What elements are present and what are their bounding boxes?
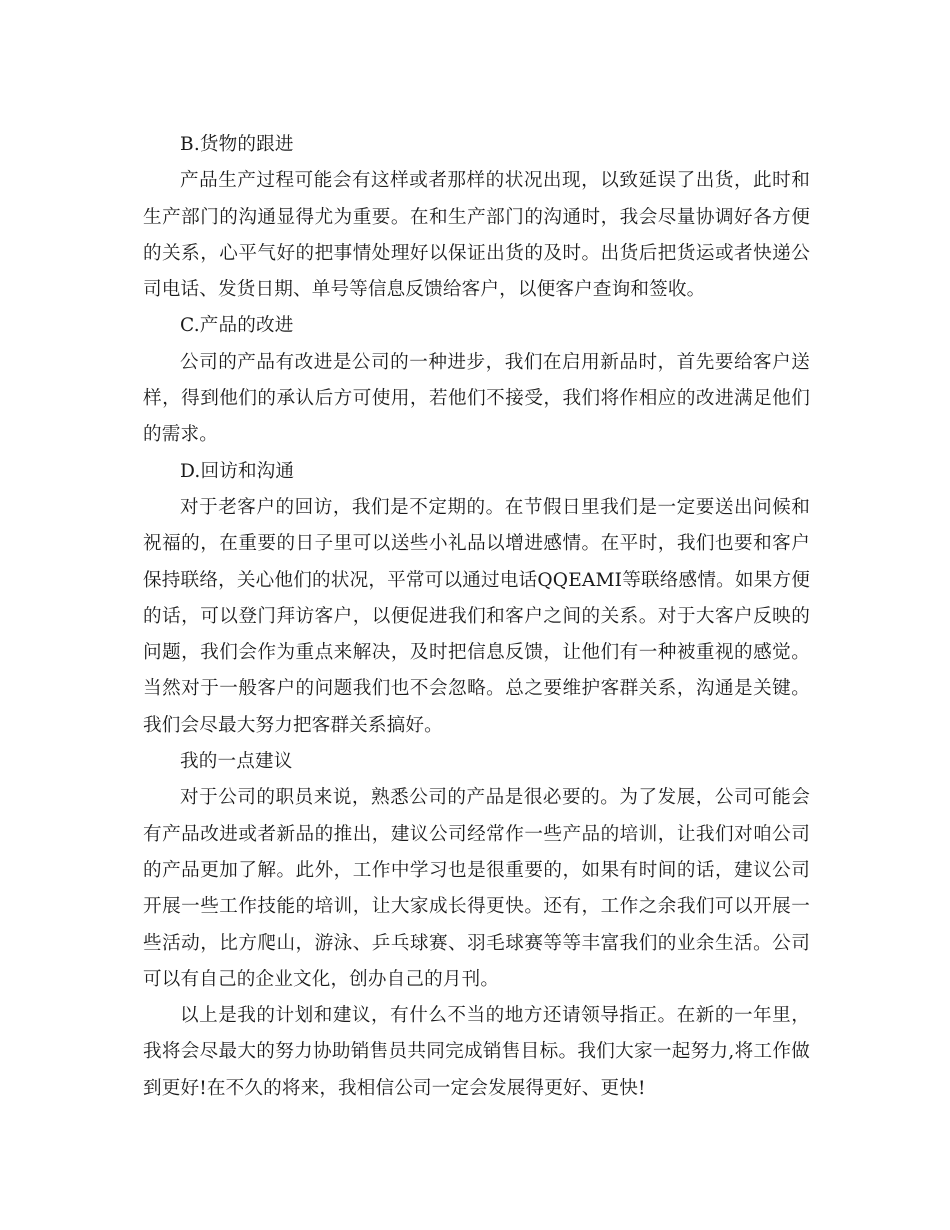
paragraph-product-improvement: 公司的产品有改进是公司的一种进步，我们在启用新品时，首先要给客户送样，得到他们的承认后方可使用，若他们不接受，我们将作相应的改进满足他们的需求。 (143, 351, 810, 446)
paragraph-closing: 以上是我的计划和建议，有什么不当的地方还请领导指正。在新的一年里，我将会尽最大的努力协助销售员共同完成销售目标。我们大家一起努力,将工作做到更好!在不久的将来，我相信公司一定会发展得更好、更快! (143, 1005, 810, 1099)
paragraph-visits-communication: 对于老客户的回访，我们是不定期的。在节假日里我们是一定要送出问候和祝福的，在重要的日子里可以送些小礼品以增进感情。在平时，我们也要和客户保持联络，关心他们的状况，平常可以通过电话QQEAMI等联络感情。如果方便的话，可以登门拜访客户，以便促进我们和客户之间的关系。对于大客户反映的问题，我们会作为重点来解决，及时把信息反馈，让他们有一种被重视的感觉。当然对于一般客户的问题我们也不会忽略。总之要维护客群关系，沟通是关键。我们会尽最大努力把客群关系搞好。 (143, 496, 810, 736)
section-heading-suggestions: 我的一点建议 (180, 751, 293, 773)
document-page (143, 127, 810, 1107)
paragraph-suggestions: 对于公司的职员来说，熟悉公司的产品是很必要的。为了发展，公司可能会有产品改进或者新品的推出，建议公司经常作一些产品的培训，让我们对咱公司的产品更加了解。此外，工作中学习也是很重要的，如果有时间的话，建议公司开展一些工作技能的培训，让大家成长得更快。还有，工作之余我们可以开展一些活动，比方爬山，游泳、乒乓球赛、羽毛球赛等等丰富我们的业余生活。公司可以有自己的企业文化，创办自己的月刊。 (143, 787, 810, 990)
section-heading-product-improvement: C.产品的改进 (180, 315, 294, 337)
paragraph-goods-followup: 产品生产过程可能会有这样或者那样的状况出现，以致延误了出货，此时和生产部门的沟通显得尤为重要。在和生产部门的沟通时，我会尽量协调好各方便的关系，心平气好的把事情处理好以保证出货的及时。出货后把货运或者快递公司电话、发货日期、单号等信息反馈给客户，以便客户查询和签收。 (143, 170, 810, 301)
section-heading-goods-followup: B.货物的跟进 (180, 134, 294, 155)
section-heading-visits-communication: D.回访和沟通 (180, 460, 295, 482)
